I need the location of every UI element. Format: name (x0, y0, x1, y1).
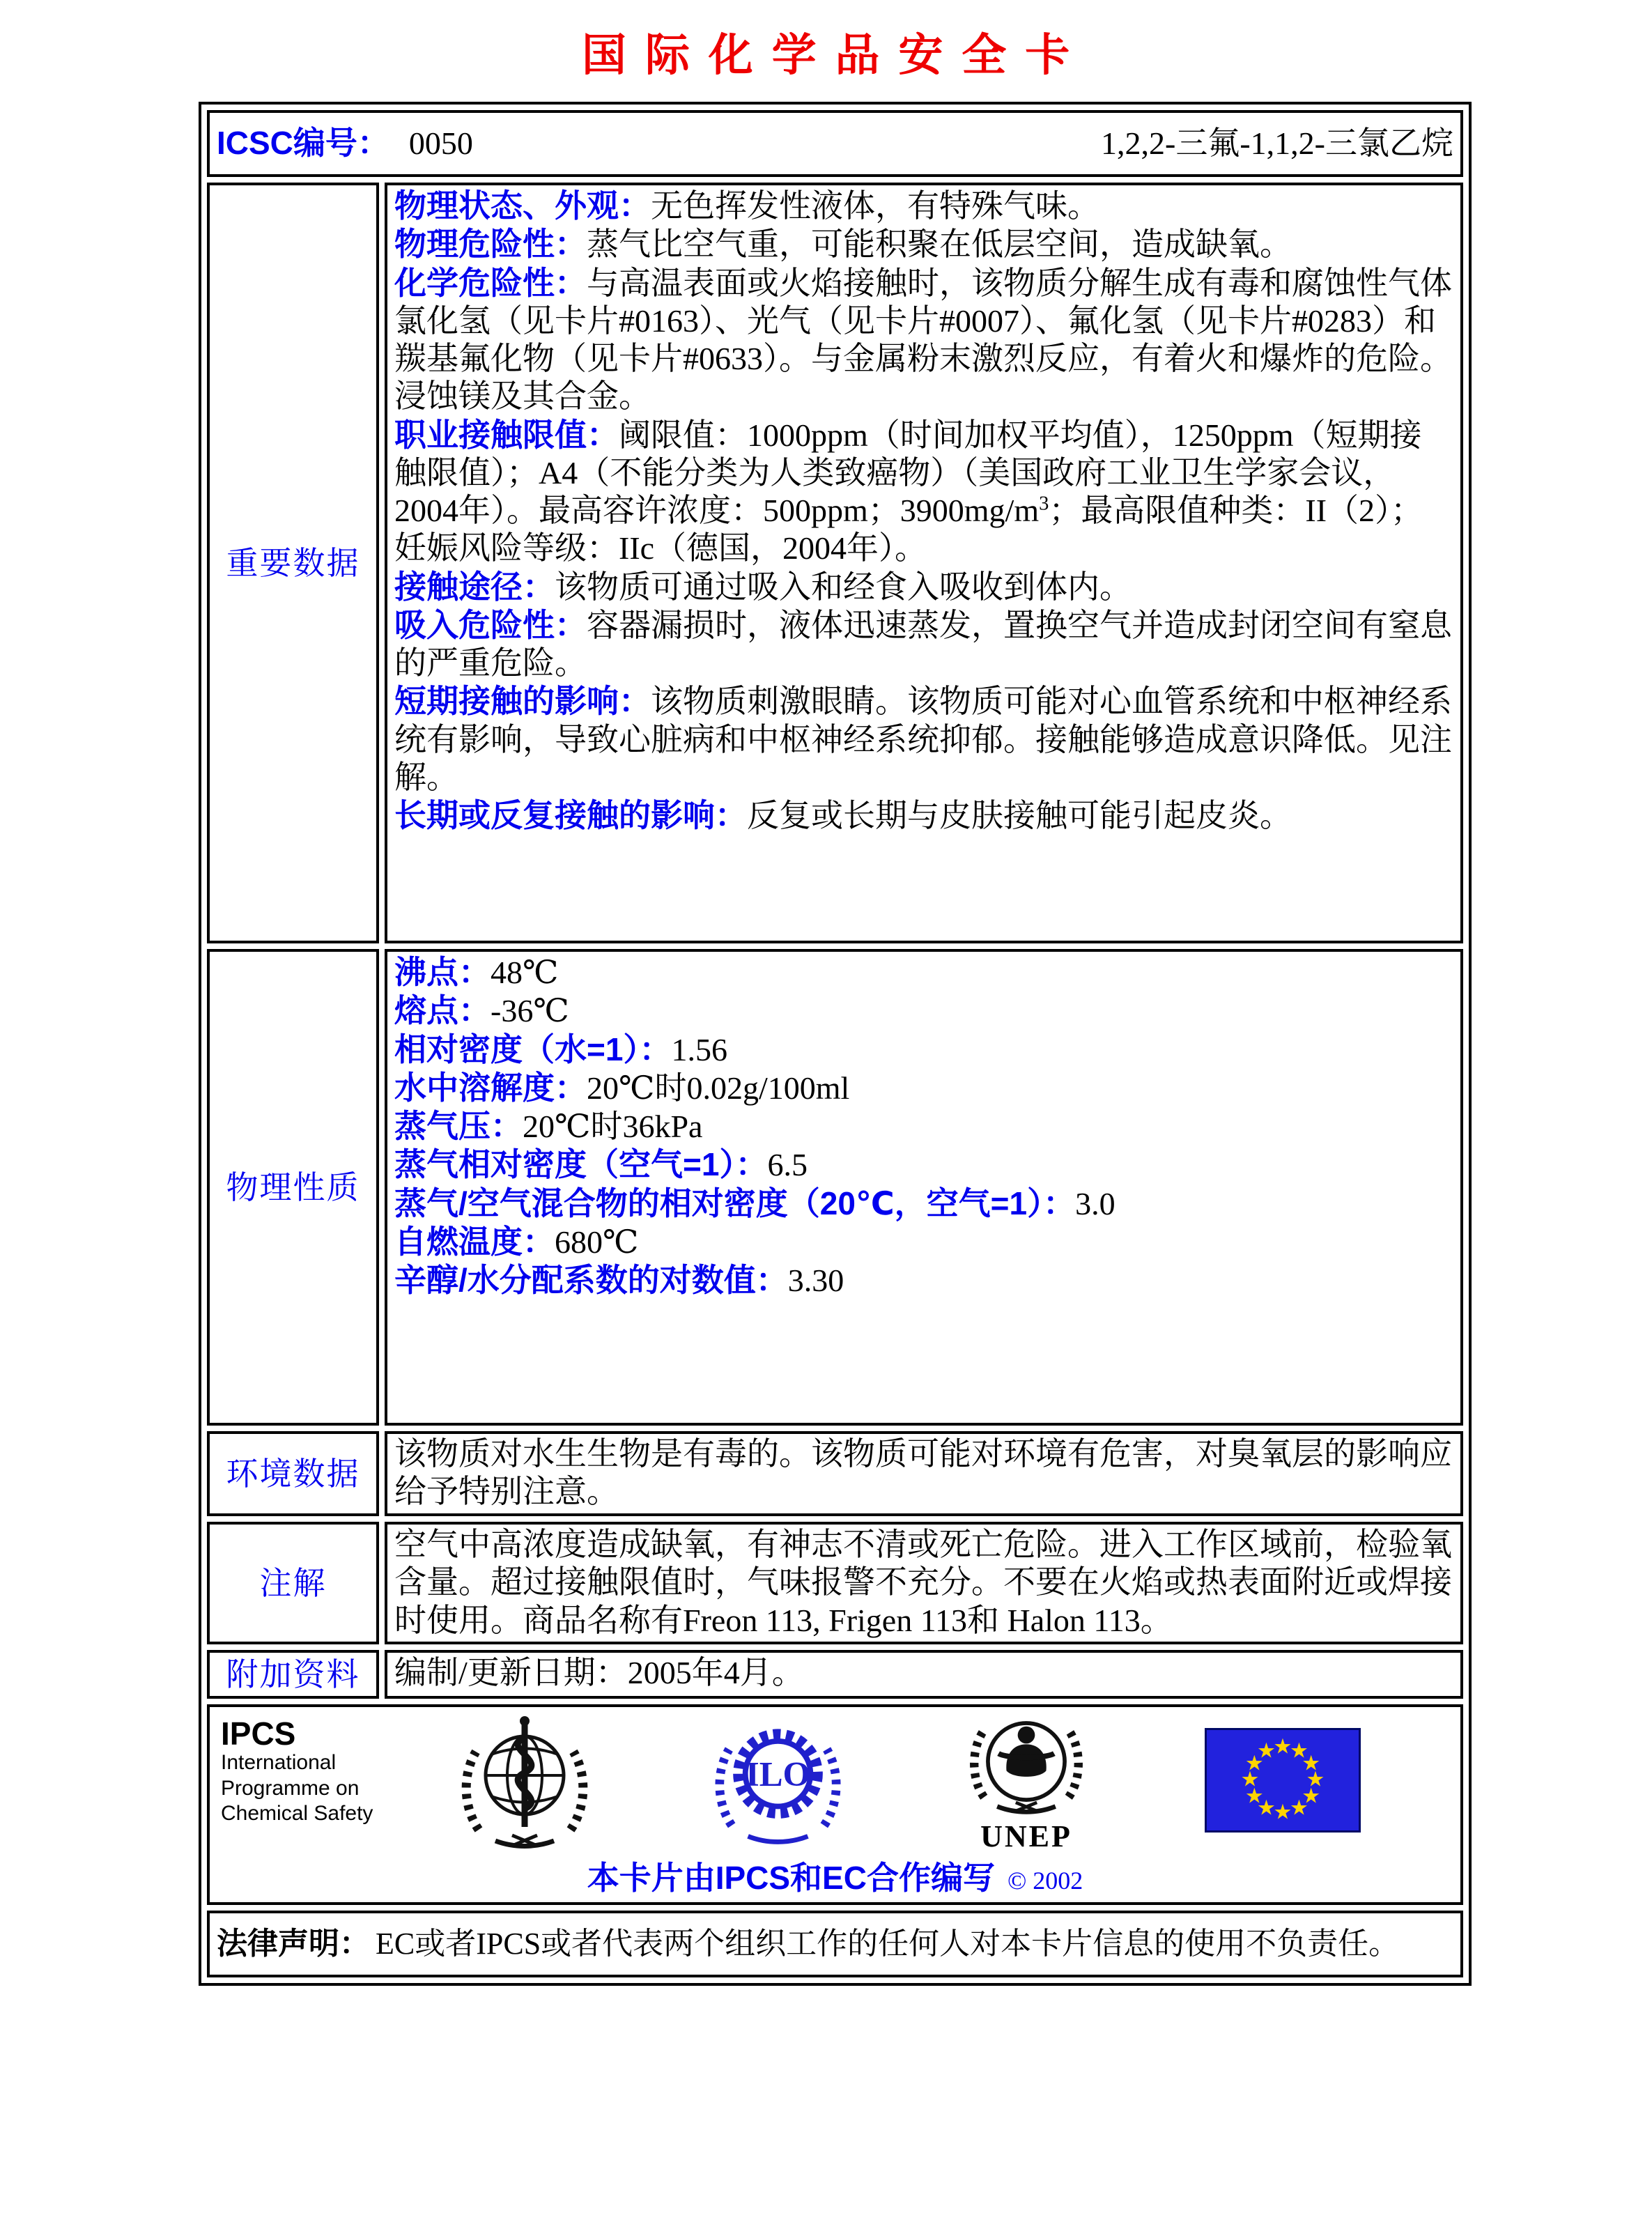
eu-flag-icon (1205, 1728, 1361, 1833)
footer-caption (210, 1859, 1460, 1897)
unep-label: UNEP (980, 1819, 1072, 1854)
important-item (394, 264, 1453, 416)
field-label-short-term-effects: 短期接触的影响： (394, 683, 651, 720)
eu-star-icon: ★ (1273, 1734, 1292, 1759)
additional-info-cell: 编制/更新日期：2005年4月。 (385, 1650, 1463, 1699)
field-label-melting-point: 熔点： (394, 992, 491, 1029)
row-label-additional-info: 附加资料 (207, 1650, 379, 1699)
who-icon (455, 1711, 594, 1859)
ilo-letters: ILO (746, 1754, 810, 1794)
physical-item (394, 1145, 1453, 1184)
field-text: 阈限值：1000ppm（时间加权平均值），1250ppm（短期接触限值）；A4（不能分类为人类致癌物）（美国政府工业卫生学家会议，2004年）。最高容许浓度：500ppm；3900mg/m (394, 417, 1422, 529)
chemical-name: 1,2,2-三氟-1,1,2-三氯乙烷 (1101, 125, 1453, 162)
notes-cell: 空气中高浓度造成缺氧，有神志不清或死亡危险。进入工作区域前，检验氧含量。超过接触限值时，气味报警不充分。不要在火焰或热表面附近或焊接时使用。商品名称有Freon 113, Frigen 113和 Halon 113。 (385, 1522, 1463, 1644)
ipcs-line: Programme on (221, 1776, 360, 1800)
field-label-vapor-relative-density: 蒸气相对密度（空气=1）： (394, 1146, 768, 1183)
physical-item (394, 1261, 1453, 1299)
header-row (207, 110, 1463, 177)
important-item (394, 682, 1453, 796)
field-text: 20℃时0.02g/100ml (587, 1070, 850, 1106)
notes-row (207, 1522, 1463, 1644)
field-text: 与高温表面或火焰接触时，该物质分解生成有毒和腐蚀性气体氯化氢（见卡片#0163）、光气（见卡片#0007）、氟化氢（见卡片#0283）和羰基氟化物（见卡片#0633）。与金属粉末激烈反应，有着火和爆炸的危险。浸蚀镁及其合金。 (394, 265, 1452, 415)
important-item (394, 225, 1453, 263)
field-text: 3.30 (787, 1263, 844, 1299)
physical-item (394, 992, 1453, 1030)
field-label-physical-state: 物理状态、外观： (394, 187, 651, 224)
field-text: 20℃时36kPa (523, 1109, 703, 1145)
legal-row (207, 1911, 1463, 1977)
legal-text: EC或者IPCS或者代表两个组织工作的任何人对本卡片信息的使用不负责任。 (376, 1927, 1400, 1961)
icsc-number-value: 0050 (408, 125, 473, 162)
icsc-number-label: ICSC编号： (217, 125, 389, 162)
ipcs-acronym: IPCS (221, 1715, 296, 1752)
field-label-relative-density: 相对密度（水=1）： (394, 1031, 672, 1067)
footer-row (207, 1704, 1463, 1905)
field-label-boiling-point: 沸点： (394, 954, 491, 990)
important-data-cell (385, 183, 1463, 943)
eu-star-icon: ★ (1257, 1738, 1276, 1764)
row-label-notes: 注解 (207, 1522, 379, 1644)
physical-properties-cell (385, 949, 1463, 1426)
field-label-chemical-danger: 化学危险性： (394, 264, 587, 301)
important-item (394, 568, 1453, 606)
row-label-physical-properties: 物理性质 (207, 949, 379, 1426)
field-label-inhalation-risk: 吸入危险性： (394, 606, 587, 643)
important-data-row (207, 183, 1463, 943)
physical-item (394, 1069, 1453, 1107)
row-label-important-data: 重要数据 (207, 183, 379, 943)
eu-star-icon: ★ (1244, 1750, 1264, 1775)
field-text: 6.5 (767, 1147, 808, 1183)
physical-item (394, 1223, 1453, 1261)
ilo-icon (710, 1711, 846, 1855)
physical-item (394, 1107, 1453, 1145)
superscript-3: 3 (1039, 493, 1049, 515)
environment-data-row (207, 1431, 1463, 1516)
field-text: 容器漏损时，液体迅速蒸发，置换空气并造成封闭空间有窒息的严重危险。 (394, 607, 1452, 681)
field-text: 48℃ (491, 955, 559, 990)
eu-star-icon: ★ (1302, 1783, 1321, 1808)
physical-properties-row (207, 949, 1463, 1426)
field-label-long-term-effects: 长期或反复接触的影响： (394, 797, 747, 834)
ipcs-line: Chemical Safety (221, 1802, 373, 1826)
eu-star-icon: ★ (1240, 1767, 1260, 1792)
eu-star-icon: ★ (1273, 1800, 1292, 1825)
unep-icon (950, 1710, 1103, 1854)
field-label-water-solubility: 水中溶解度： (394, 1069, 587, 1106)
field-text: 无色挥发性液体，有特殊气味。 (651, 188, 1099, 224)
field-label-exposure-routes: 接触途径： (394, 568, 555, 605)
field-label-autoignition-temperature: 自燃温度： (394, 1223, 555, 1260)
important-item (394, 796, 1453, 835)
eu-star-icon: ★ (1290, 1738, 1309, 1764)
legal-cell (207, 1911, 1463, 1977)
field-text: 蒸气比空气重，可能积聚在低层空间，造成缺氧。 (587, 226, 1292, 263)
icsc-card-table (199, 102, 1472, 1986)
row-label-environment-data: 环境数据 (207, 1431, 379, 1516)
eu-star-icon: ★ (1302, 1750, 1321, 1775)
field-text: -36℃ (491, 993, 569, 1029)
eu-star-icon: ★ (1306, 1767, 1325, 1792)
important-item (394, 606, 1453, 683)
field-text: 该物质刺激眼睛。该物质可能对心血管系统和中枢神经系统有影响，导致心脏病和中枢神经系统抑郁。接触能够造成意识降低。见注解。 (394, 684, 1452, 795)
field-label-physical-danger: 物理危险性： (394, 226, 587, 263)
field-text: 反复或长期与皮肤接触可能引起皮炎。 (747, 798, 1292, 834)
field-text: ；最高限值种类：II（2）；妊娠风险等级：IIc（德国，2004年）。 (394, 493, 1423, 566)
physical-item (394, 1185, 1453, 1223)
field-label-octanol-water-partition: 辛醇/水分配系数的对数值： (394, 1262, 788, 1299)
physical-item (394, 1031, 1453, 1069)
field-text: 1.56 (671, 1031, 727, 1067)
legal-label: 法律声明： (217, 1927, 370, 1961)
field-text: 该物质可通过吸入和经食入吸收到体内。 (555, 569, 1132, 605)
footer-copyright: © 2002 (1007, 1866, 1083, 1895)
icsc-number-group (217, 124, 473, 162)
important-item (394, 416, 1453, 568)
ipcs-logo-text (221, 1717, 373, 1827)
eu-star-icon: ★ (1244, 1783, 1264, 1808)
eu-star-icon: ★ (1257, 1796, 1276, 1821)
physical-item (394, 953, 1453, 992)
page-title: 国际化学品安全卡 (581, 31, 1089, 80)
header-cell (207, 110, 1463, 177)
field-label-vapor-air-mixture-density: 蒸气/空气混合物的相对密度（20℃，空气=1）： (394, 1185, 1076, 1221)
ipcs-line: International (221, 1751, 337, 1775)
additional-info-row (207, 1650, 1463, 1699)
footer-cell (207, 1704, 1463, 1905)
field-text: 3.0 (1075, 1185, 1116, 1221)
important-item (394, 187, 1453, 225)
field-text: 680℃ (555, 1224, 639, 1260)
footer-caption-text: 本卡片由IPCS和EC合作编写 (587, 1859, 995, 1896)
field-label-vapor-pressure: 蒸气压： (394, 1108, 523, 1145)
environment-data-cell: 该物质对水生生物是有毒的。该物质可能对环境有危害，对臭氧层的影响应给予特别注意。 (385, 1431, 1463, 1516)
eu-star-icon: ★ (1290, 1796, 1309, 1821)
field-label-occupational-limits: 职业接触限值： (394, 416, 619, 453)
